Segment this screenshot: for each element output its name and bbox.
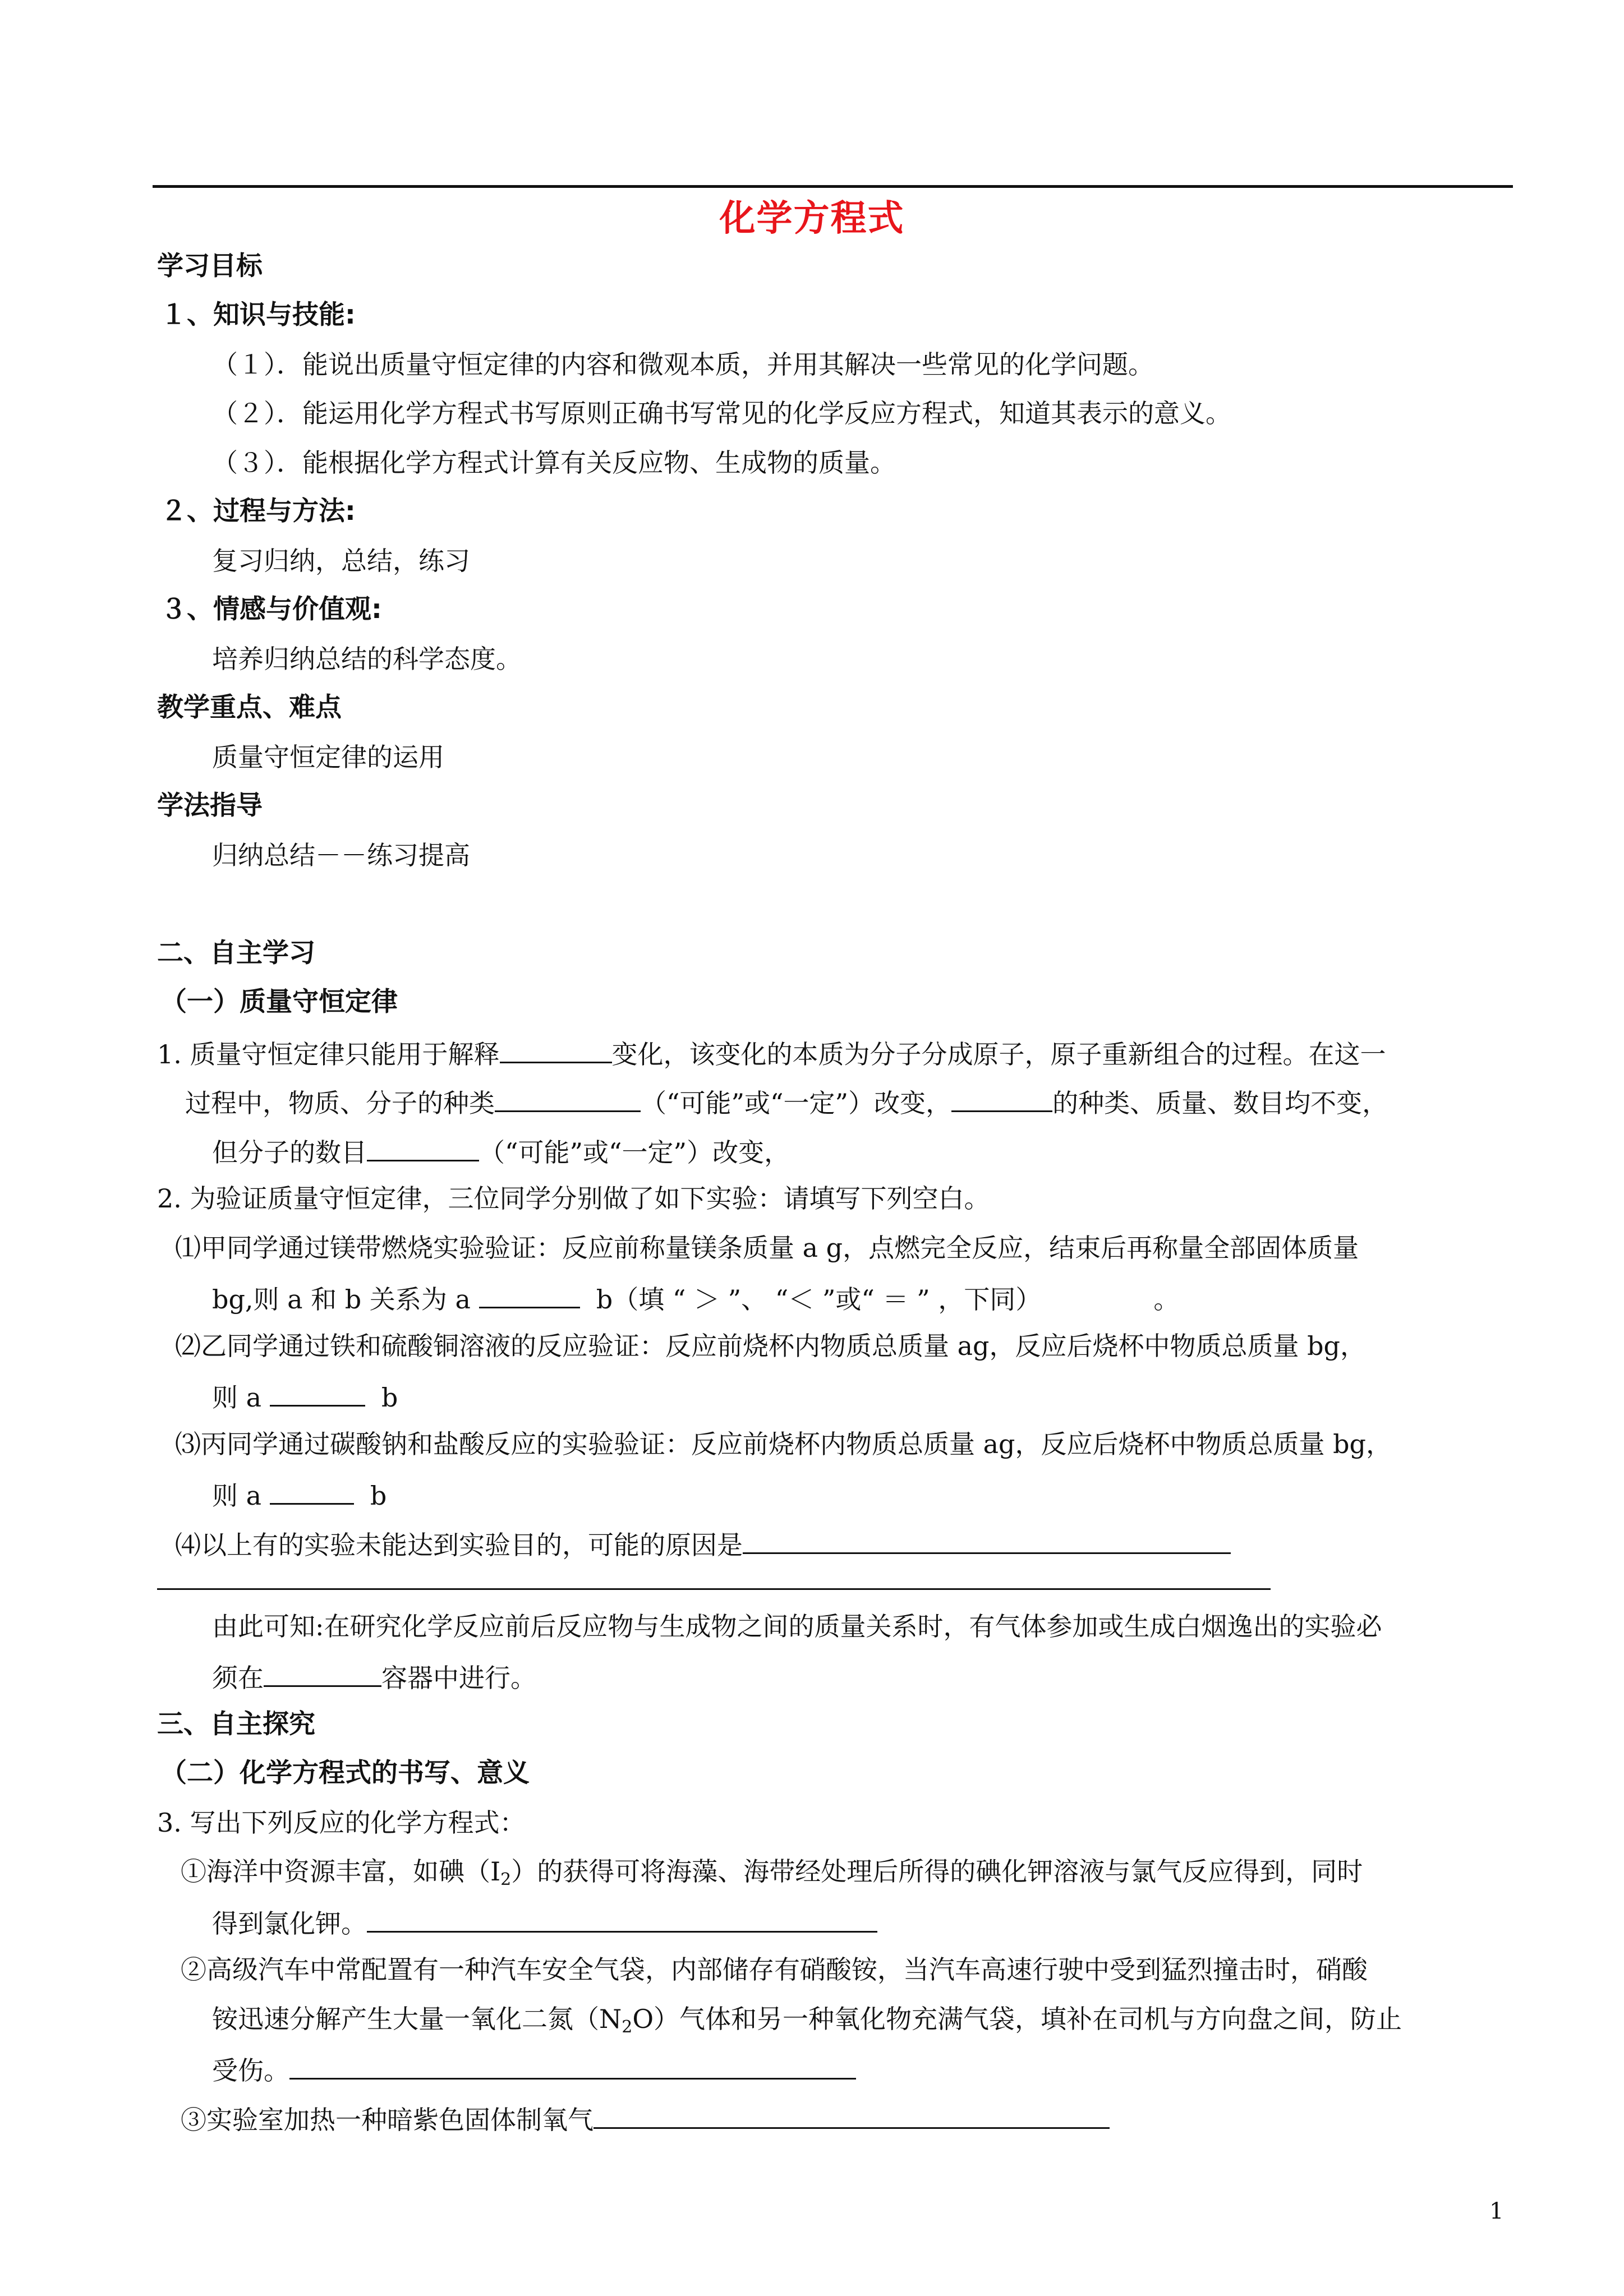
q2-2-line1: ⑵乙同学通过铁和硫酸铜溶液的反应验证：反应前烧杯内物质总质量 ag，反应后烧杯中物质总质量 bg， <box>175 1331 1367 1361</box>
q2-3-line2 <box>212 1476 387 1513</box>
q2-3-blank[interactable] <box>270 1476 354 1505</box>
q1-line2 <box>185 1084 1388 1120</box>
q2-2-text-c: b <box>381 1382 398 1413</box>
q3-2-text-c: O）气体和另一种氧化物充满气袋，填补在司机与方向盘之间，防止 <box>632 2004 1402 2034</box>
process-text: 复习归纳，总结，练习 <box>212 546 470 576</box>
q1-blank-unchanged[interactable] <box>951 1084 1052 1112</box>
q1-text-c: 过程中，物质、分子的种类 <box>185 1088 495 1118</box>
q3-2-text-d: 受伤。 <box>212 2055 289 2086</box>
q3-intro: 3. 写出下列反应的化学方程式： <box>157 1808 526 1838</box>
header-rule <box>153 185 1513 188</box>
knowledge-item-3: （３）．能根据化学方程式计算有关反应物、生成物的质量。 <box>212 448 896 478</box>
q2-2-blank[interactable] <box>270 1378 365 1407</box>
q2-2-line2 <box>212 1378 398 1414</box>
q2-1-text-d: 。 <box>1153 1284 1180 1315</box>
conclusion-line1: 由此可知:在研究化学反应前后反应物与生成物之间的质量关系时，有气体参加或生成白烟逸出的实验必 <box>212 1611 1382 1642</box>
q1-text-b: 变化，该变化的本质为分子分成原子，原子重新组合的过程。在这一 <box>611 1039 1386 1069</box>
q1-text-g: （“可能”或“一定”）改变， <box>479 1137 790 1168</box>
q3-2-subscript: 2 <box>622 2017 633 2037</box>
q3-3-blank[interactable] <box>594 2100 1110 2129</box>
q1-line3 <box>212 1133 790 1169</box>
q1-blank-change-type[interactable] <box>500 1035 612 1063</box>
emotion-text: 培养归纳总结的科学态度。 <box>212 644 522 674</box>
q2-4-answer-line[interactable] <box>157 1588 1271 1590</box>
q3-1-text-b: ）的获得可将海藻、海带经处理后所得的碘化钾溶液与氯气反应得到，同时 <box>511 1856 1363 1887</box>
q2-3-line1: ⑶丙同学通过碳酸钠和盐酸反应的实验验证：反应前烧杯内物质总质量 ag，反应后烧杯中物质总质量 bg， <box>175 1429 1392 1459</box>
q1-line1 <box>157 1035 1386 1071</box>
knowledge-item-2: （２）．能运用化学方程式书写原则正确书写常见的化学反应方程式，知道其表示的意义。 <box>212 398 1231 428</box>
objectives-heading: 学习目标 <box>157 251 263 282</box>
page-title: 化学方程式 <box>719 198 905 239</box>
q2-4-blank[interactable] <box>743 1525 1231 1554</box>
conclusion-line2 <box>212 1658 536 1695</box>
conclusion-text-c: 容器中进行。 <box>381 1663 536 1693</box>
q2-3-text-c: b <box>370 1481 387 1511</box>
q3-2-line2 <box>212 2002 1402 2044</box>
q2-1-text-b: bg,则 a 和 b 关系为 a <box>212 1284 471 1315</box>
q3-1-line2 <box>212 1904 877 1940</box>
q1-text-f: 但分子的数目 <box>212 1137 367 1168</box>
method-text: 归纳总结－－练习提高 <box>212 840 470 870</box>
q3-1-text-a: ①海洋中资源丰富，如碘（I <box>181 1856 501 1887</box>
section3-subheading: （二）化学方程式的书写、意义 <box>160 1758 530 1788</box>
q2-2-text-b: 则 a <box>212 1382 262 1413</box>
conclusion-text-b: 须在 <box>212 1663 264 1693</box>
section2-heading: 二、自主学习 <box>157 938 315 969</box>
q2-1-line1: ⑴甲同学通过镁带燃烧实验验证：反应前称量镁条质量 a g，点燃完全反应，结束后再称量全部固体质量 <box>175 1233 1359 1263</box>
q3-3-line <box>181 2100 1110 2137</box>
section2-subheading: （一）质量守恒定律 <box>160 986 398 1017</box>
q3-2-line3 <box>212 2051 856 2087</box>
q3-2-text-b: 铵迅速分解产生大量一氧化二氮（N <box>212 2004 622 2034</box>
q3-1-subscript: 2 <box>500 1870 512 1889</box>
focus-heading: 教学重点、难点 <box>157 692 342 723</box>
q2-intro: 2. 为验证质量守恒定律，三位同学分别做了如下实验：请填写下列空白。 <box>157 1183 990 1214</box>
q1-blank-molecule-count[interactable] <box>367 1133 479 1161</box>
q3-1-blank[interactable] <box>367 1904 877 1933</box>
q2-3-text-b: 则 a <box>212 1481 262 1511</box>
q3-2-blank[interactable] <box>289 2051 856 2080</box>
q3-1-text-c: 得到氯化钾。 <box>212 1908 367 1939</box>
emotion-heading: ３、情感与价值观: <box>160 594 382 625</box>
q3-3-text: ③实验室加热一种暗紫色固体制氧气 <box>181 2105 594 2135</box>
focus-text: 质量守恒定律的运用 <box>212 742 444 772</box>
conclusion-blank[interactable] <box>264 1658 381 1687</box>
q1-text-d: （“可能”或“一定”）改变， <box>641 1088 952 1118</box>
process-heading: ２、过程与方法: <box>160 496 356 527</box>
q2-1-text-c: b（填 “ ＞ ”、 “＜ ”或“ ＝ ” ，下同） <box>596 1284 1042 1315</box>
section3-heading: 三、自主探究 <box>157 1709 315 1740</box>
q1-text-a: 1. 质量守恒定律只能用于解释 <box>157 1039 500 1069</box>
method-heading: 学法指导 <box>157 790 263 821</box>
page-number: 1 <box>1489 2198 1504 2224</box>
q1-text-e: 的种类、质量、数目均不变， <box>1052 1088 1388 1118</box>
q1-blank-species[interactable] <box>495 1084 641 1112</box>
q3-1-line1 <box>181 1855 1363 1897</box>
q2-1-line2 <box>212 1280 1179 1316</box>
knowledge-item-1: （１）．能说出质量守恒定律的内容和微观本质，并用其解决一些常见的化学问题。 <box>212 349 1154 380</box>
q2-1-blank[interactable] <box>479 1280 580 1308</box>
knowledge-heading: １、知识与技能: <box>160 299 356 330</box>
q2-4-text: ⑷以上有的实验未能达到实验目的，可能的原因是 <box>175 1530 743 1560</box>
q3-2-line1: ②高级汽车中常配置有一种汽车安全气袋，内部储存有硝酸铵，当汽车高速行驶中受到猛烈撞击时，硝酸 <box>181 1954 1368 1985</box>
q2-4-line <box>175 1525 1231 1562</box>
